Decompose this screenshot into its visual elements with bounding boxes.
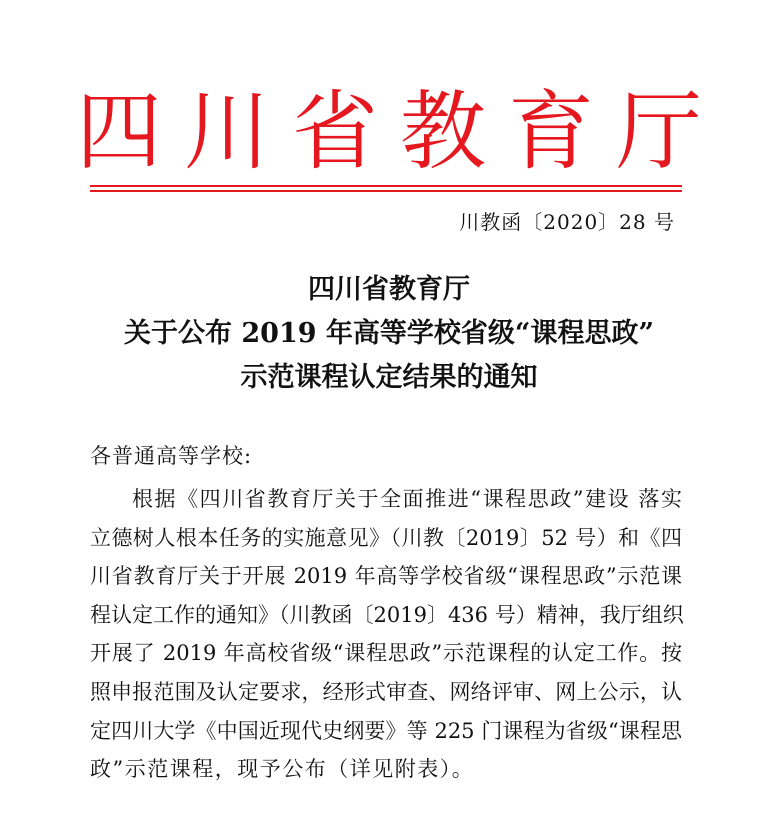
salutation: 各普通高等学校:: [90, 444, 253, 468]
body-line: 程认定工作的通知》（川教函〔2019〕436 号）精神，我厅组织: [90, 602, 684, 627]
body-line: 立德树人根本任务的实施意见》（川教〔2019〕52 号）和《四: [90, 525, 682, 550]
header-red-rule-top: [90, 185, 682, 187]
body-paragraph: [90, 480, 682, 789]
title-line-1: 四川省教育厅: [308, 274, 470, 305]
body-line: 照申报范围及认定要求，经形式审查、网络评审、网上公示，认: [90, 679, 682, 704]
document-title: [0, 268, 778, 400]
title-line-2: 关于公布 2019 年高等学校省级“课程思政”: [123, 318, 654, 349]
body-line: 开展了 2019 年高校省级“课程思政”示范课程的认定工作。按: [90, 641, 682, 666]
title-line-3: 示范课程认定结果的通知: [240, 362, 538, 393]
agency-header-title: 四川省教育厅: [76, 82, 724, 182]
body-line: 定四川大学《中国近现代史纲要》等 225 门课程为省级“课程思: [90, 718, 682, 743]
body-line: 政”示范课程，现予公布（详见附表）。: [90, 757, 475, 782]
body-line: 根据《四川省教育厅关于全面推进“课程思政”建设 落实: [132, 487, 682, 511]
document-number: 川教函〔2020〕28 号: [459, 210, 675, 234]
header-red-rule-bottom: [90, 190, 682, 192]
body-line: 川省教育厅关于开展 2019 年高等学校省级“课程思政”示范课: [90, 564, 682, 589]
